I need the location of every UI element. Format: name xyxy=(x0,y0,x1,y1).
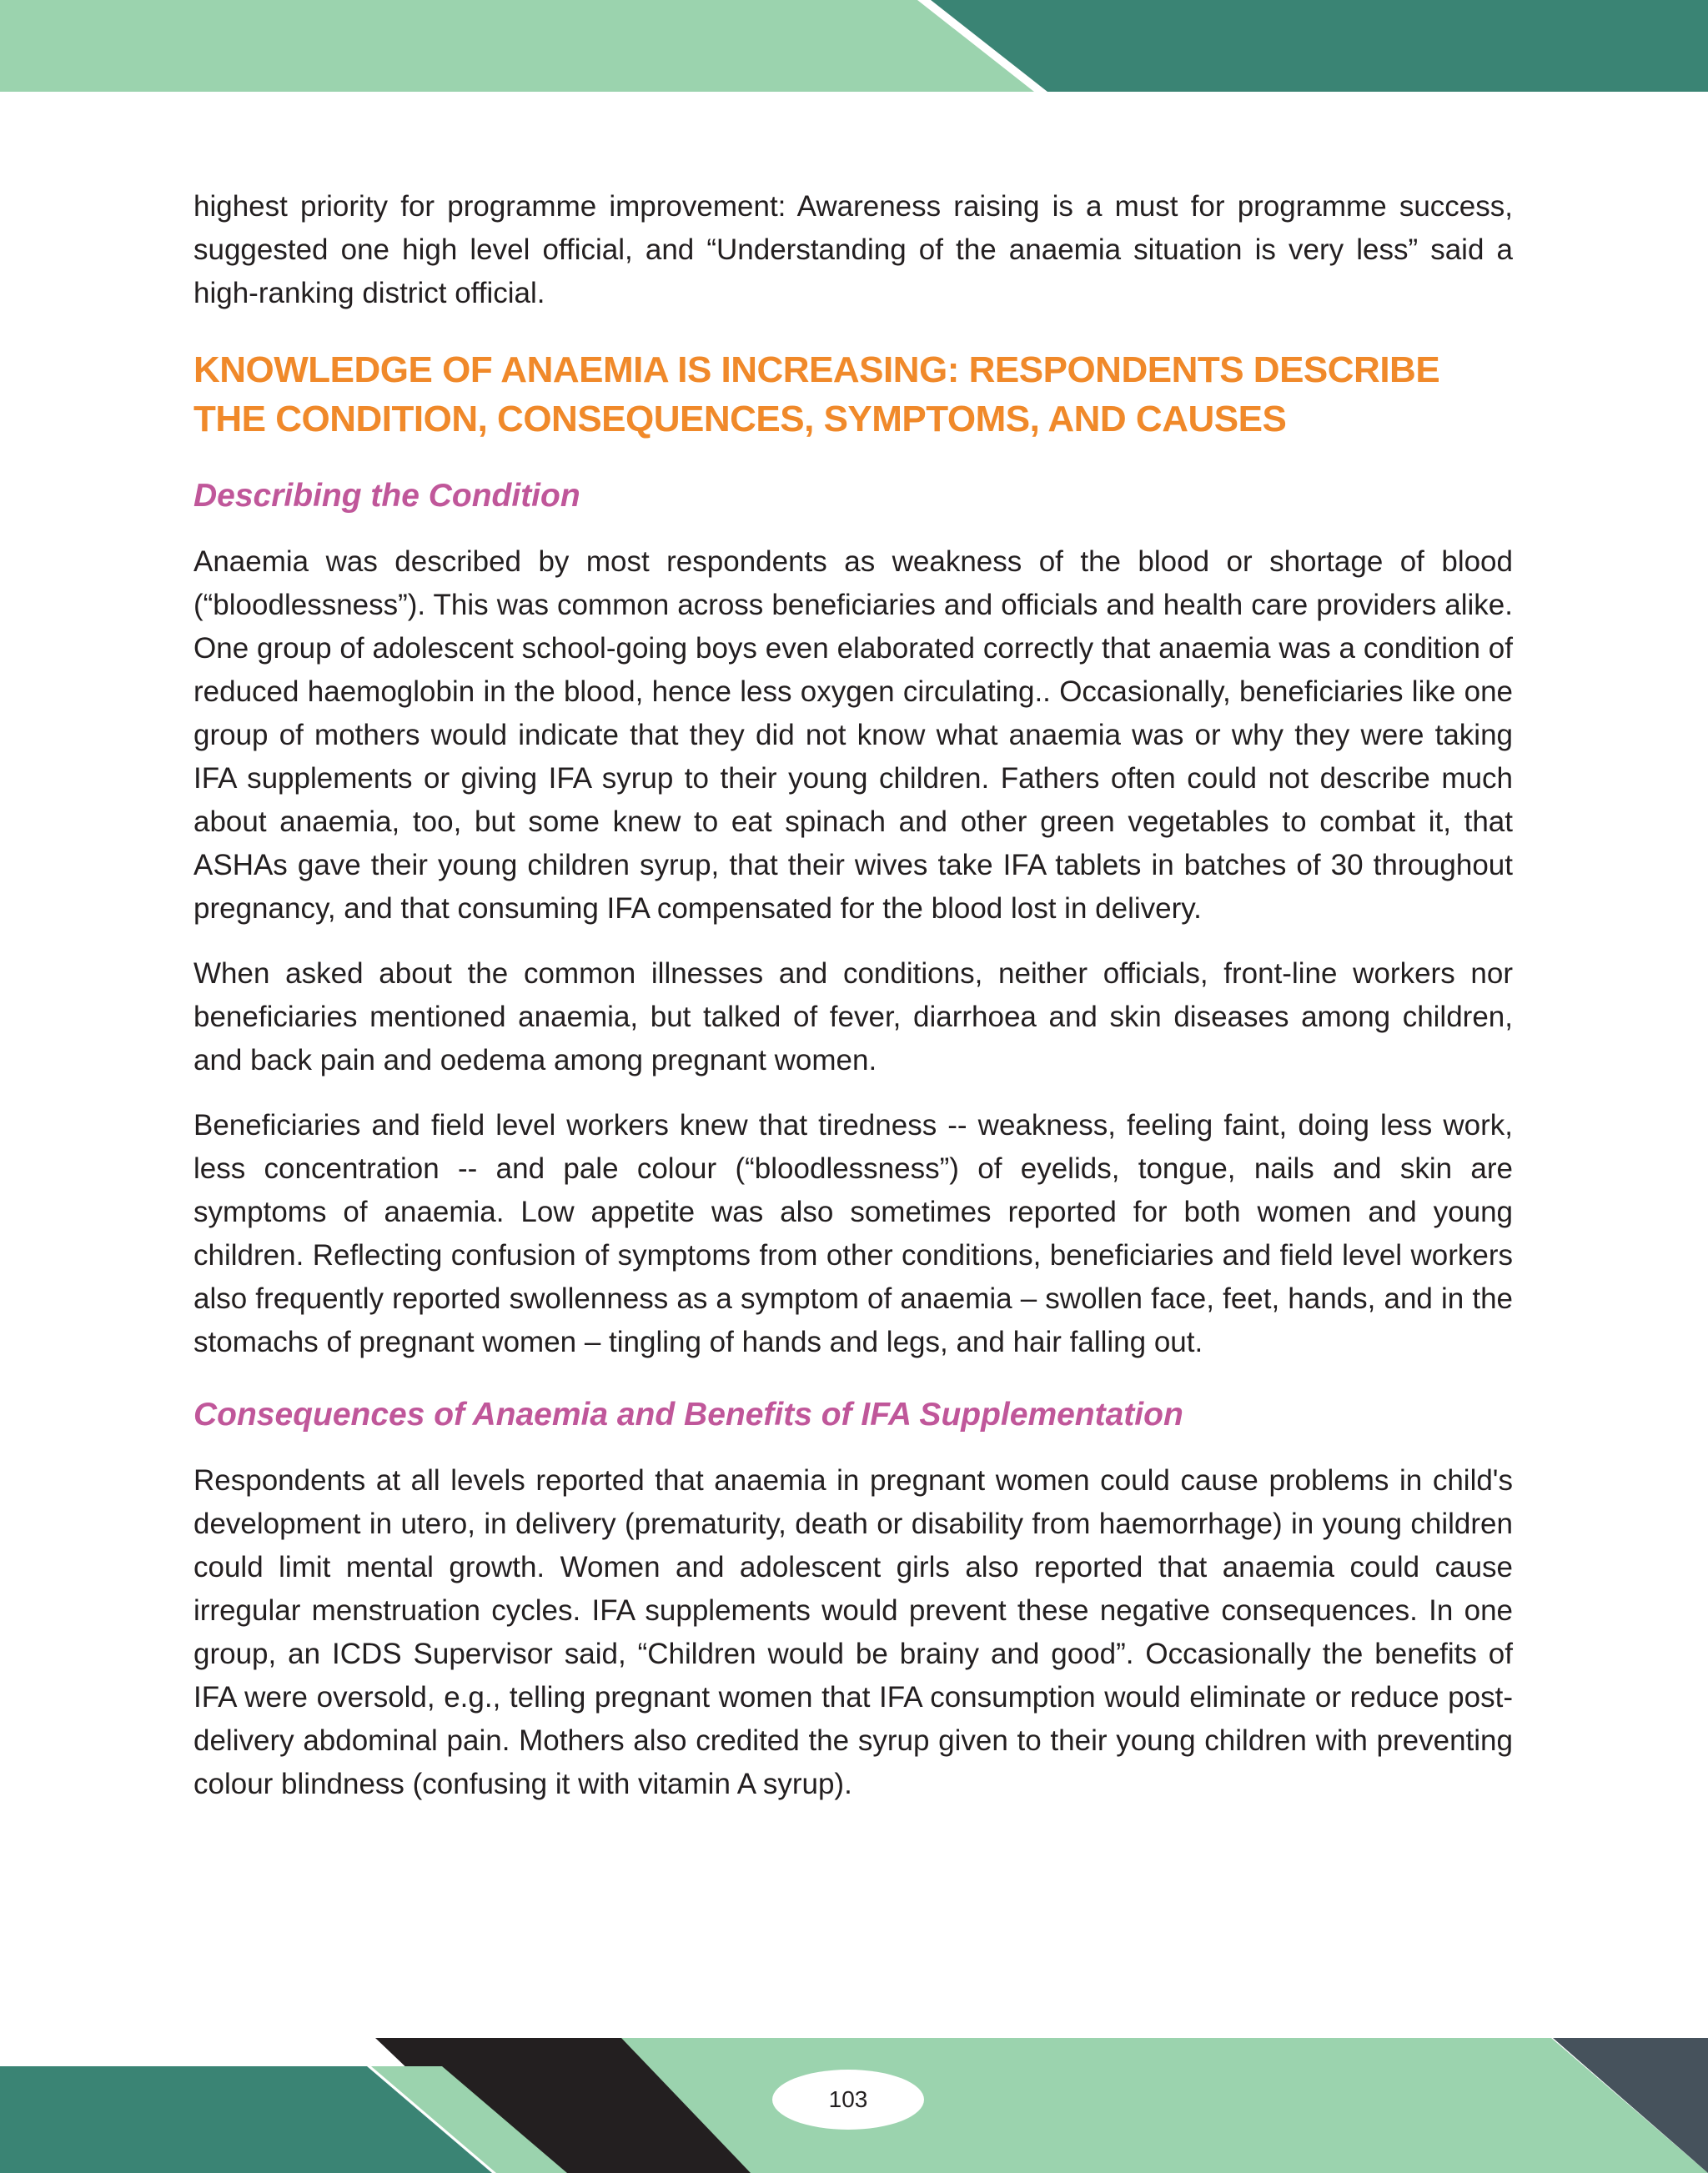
intro-paragraph: highest priority for programme improvement: Awareness raising is a must for programme success, suggested one high level official, and “Understanding of the anaemia situation is very less” said a high-ranking district official. xyxy=(193,190,1513,309)
body-paragraph: Beneficiaries and field level workers knew that tiredness -- weakness, feeling faint, doing less work, less concentration -- and pale colour (“bloodlessness”) of eyelids, tongue, nails and skin are symptoms of anaemia. Low appetite was also sometimes reported for both women and young children. Reflecting confusion of symptoms from other conditions, beneficiaries and field level workers also frequently reported swollenness as a symptom of anaemia – swollen face, feet, hands, and in the stomachs of pregnant women – tingling of hands and legs, and hair falling out. xyxy=(193,1109,1513,1358)
top-decorative-band xyxy=(0,0,1708,93)
section-heading: KNOWLEDGE OF ANAEMIA IS INCREASING: RESPONDENTS DESCRIBE THE CONDITION, CONSEQUENCES, SYMPTOMS, AND CAUSES xyxy=(193,349,1440,439)
subsection-heading-describing: Describing the Condition xyxy=(193,478,580,514)
body-paragraph: Respondents at all levels reported that anaemia in pregnant women could cause problems in child's development in utero, in delivery (prematurity, death or disability from haemorrhage) in young children could limit mental growth. Women and adolescent girls also reported that anaemia could cause irregular menstruation cycles. IFA supplements would prevent these negative consequences. In one group, an ICDS Supervisor said, “Children would be brainy and good”. Occasionally the benefits of IFA were oversold, e.g., telling pregnant women that IFA consumption would eliminate or reduce post-delivery abdominal pain. Mothers also credited the syrup given to their young children with preventing colour blindness (confusing it with vitamin A syrup). xyxy=(193,1464,1513,1800)
body-paragraph: Anaemia was described by most respondents as weakness of the blood or shortage of blood (“bloodlessness”). This was common across beneficiaries and officials and health care providers alike. One group of adolescent school-going boys even elaborated correctly that anaemia was a condition of reduced haemoglobin in the blood, hence less oxygen circulating.. Occasionally, beneficiaries like one group of mothers would indicate that they did not know what anaemia was or why they were taking IFA supplements or giving IFA syrup to their young children. Fathers often could not describe much about anaemia, too, but some knew to eat spinach and other green vegetables to combat it, that ASHAs gave their young children syrup, that their wives take IFA tablets in batches of 30 throughout pregnancy, and that consuming IFA compensated for the blood lost in delivery. xyxy=(193,545,1513,925)
page-content xyxy=(193,185,1513,1828)
body-paragraph: When asked about the common illnesses and conditions, neither officials, front-line workers nor beneficiaries mentioned anaemia, but talked of fever, diarrhoea and skin diseases among children, and back pain and oedema among pregnant women. xyxy=(193,957,1513,1076)
top-band-teal-wedge xyxy=(926,0,1708,92)
page-number-badge xyxy=(772,2070,924,2130)
subsection-heading-consequences: Consequences of Anaemia and Benefits of IFA Supplementation xyxy=(193,1397,1183,1433)
page-number: 103 xyxy=(828,2086,868,2112)
